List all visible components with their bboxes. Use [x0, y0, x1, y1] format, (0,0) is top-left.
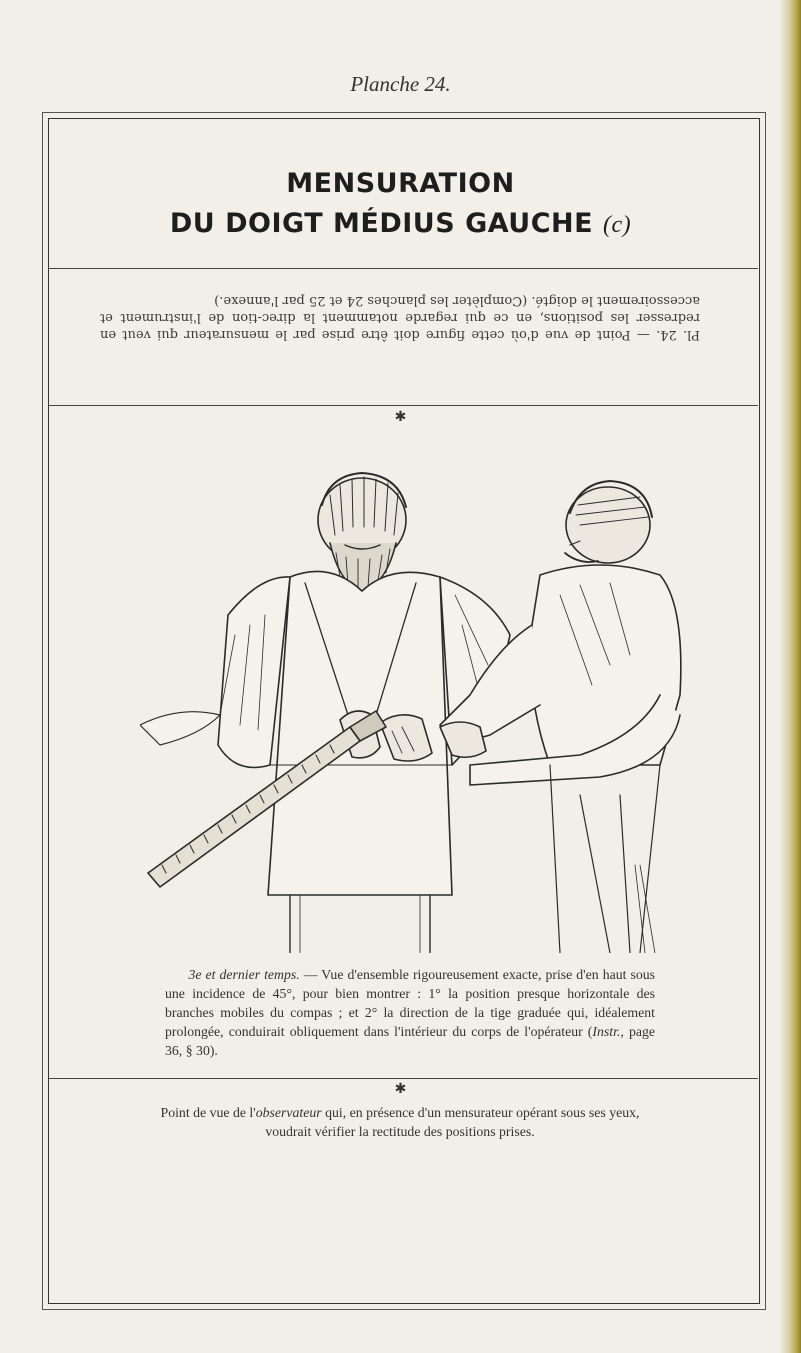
title-line-2-text: DU DOIGT MÉDIUS GAUCHE [169, 208, 594, 239]
title-line-2 [0, 208, 801, 239]
footer-rest: qui, en présence d'un mensurateur opérant sous ses yeux, voudrait vérifier la rectitude des positions prises. [265, 1105, 640, 1139]
separator-star-bottom: ✱ [394, 1082, 407, 1097]
figure-caption-text [165, 965, 655, 1060]
subject-body [218, 571, 510, 953]
divider-middle [48, 405, 758, 406]
footer-note [140, 1103, 660, 1141]
page-edge-shadow [779, 0, 801, 1353]
upside-down-note-text: Pl. 24. — Point de vue d'où cette figure doit être prise par le mensurateur qui veut en redresser les positions, en ce qui regarde notamment la direc-tion de l'instrument et accessoirement le doigté. (Complèter les planches 24 et 25 par l'annexe.) [100, 293, 700, 342]
operator-head [565, 481, 652, 563]
upside-down-note [100, 292, 700, 343]
title-line-1: MENSURATION [286, 168, 515, 199]
footer-italic: observateur [255, 1105, 322, 1120]
caption-ref-italic: Instr. [592, 1024, 621, 1039]
divider-bottom [48, 1078, 758, 1079]
caption-body: — Vue d'ensemble rigoureusement exacte, prise d'en haut sous une incidence de 45°, pour bien montrer : 1° la position presque horizontale des branches mobiles du compas ; et 2° la direction de la tige graduée qui, idéalement prolongée, conduirait obliquement dans l'intérieur du corps de l'opérateur ( [165, 967, 655, 1039]
figure-caption [165, 965, 655, 1060]
footer-prefix: Point de vue de l' [160, 1105, 256, 1120]
engraving-illustration [140, 465, 685, 953]
caption-lead: 3e et dernier temps. [188, 967, 300, 982]
title-suffix: (c) [602, 212, 632, 238]
caption-ref-rest: , page 36, § 30). [165, 1024, 655, 1058]
separator-star-top: ✱ [394, 410, 407, 425]
plate-label: Planche 24. [350, 72, 451, 96]
divider-top [48, 268, 758, 269]
